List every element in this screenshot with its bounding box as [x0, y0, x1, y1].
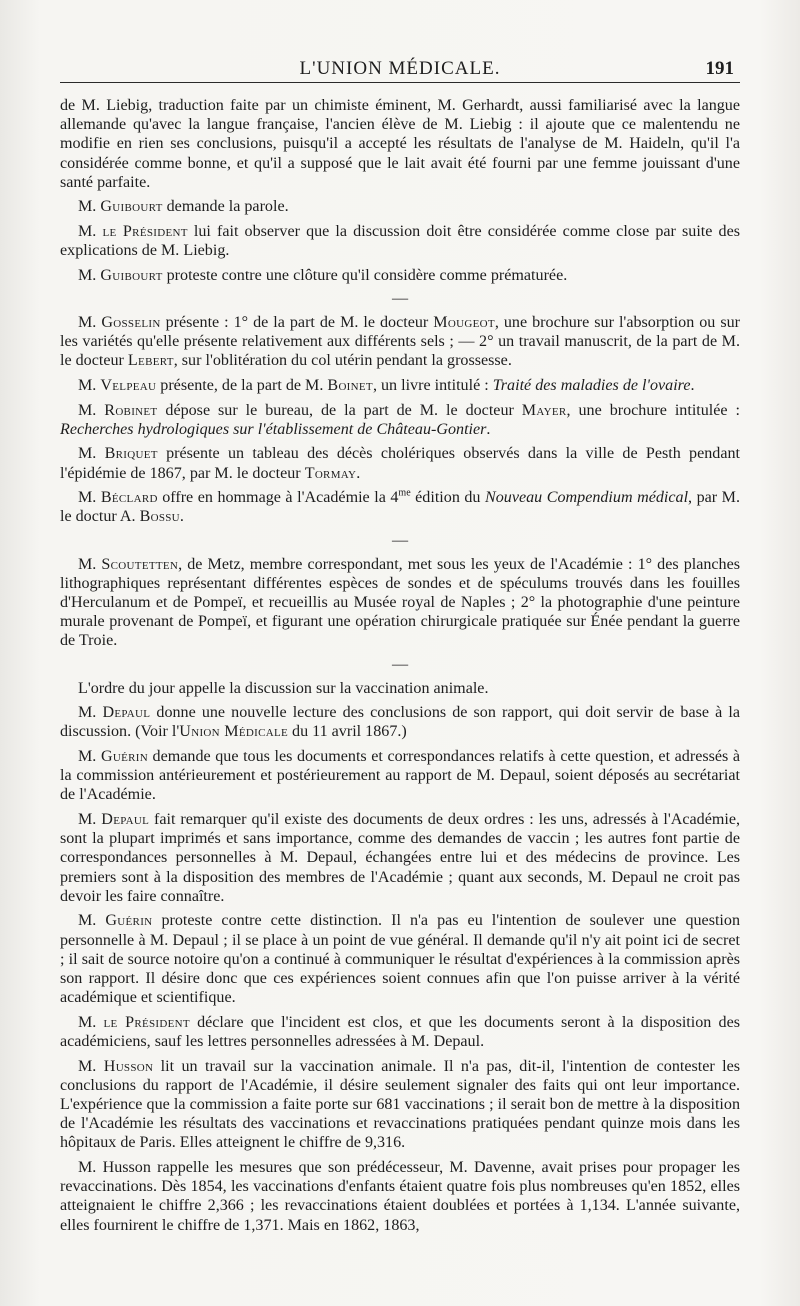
- paragraph: de M. Liebig, traduction faite par un chimiste éminent, M. Gerhardt, aussi familiarisé avec la langue allemande qu'avec la langue française, l'ancien élève de M. Liebig : il ajoute que ce malentendu ne modifie en rien ses conclusions, puisqu'il a accepté les résultats de l'analyse de M. Haideln, qu'il l'a considérée comme bonne, et qu'il a supposé que le lait avait été fourni par une femme jouissant d'une santé parfaite.: [60, 97, 740, 191]
- paragraph: M. Depaul donne une nouvelle lecture des conclusions de son rapport, qui doit servir de base à la discussion. (Voir l'Union Médicale du 11 avril 1867.): [60, 704, 740, 741]
- paragraph: M. le Président déclare que l'incident est clos, et que les documents seront à la disposition des académiciens, sauf les lettres personnelles adressées à M. Depaul.: [60, 1013, 740, 1050]
- paragraph: M. Guérin demande que tous les documents et correspondances relatifs à cette question, et adressés à la commission antérieurement et postérieurement au rapport de M. Depaul, soient déposés au secrétariat de l'Académie.: [60, 747, 740, 804]
- section-separator: —: [391, 655, 409, 673]
- paragraph: M. Husson rappelle les mesures que son prédécesseur, M. Davenne, avait prises pour propager les revaccinations. Dès 1854, les vaccinations d'enfants étaient quatre fois plus nombreuses qu'en 1852, elles atteignaient le chiffre 2,366 ; les revaccinations étaient doublées et portées à 1,134. L'année suivante, elles fournirent le chiffre de 1,371. Mais en 1862, 1863,: [60, 1158, 740, 1234]
- section-separator: —: [391, 531, 409, 549]
- article-body: [60, 96, 740, 1240]
- paragraph: L'ordre du jour appelle la discussion sur la vaccination animale.: [78, 679, 489, 697]
- paragraph: M. Scoutetten, de Metz, membre correspondant, met sous les yeux de l'Académie : 1° des planches lithographiques représentant différentes espèces de sondes et de spéculums trouvés dans les fouilles d'Herculanum et de Pompeï, et recueillis au Musée royal de Naples ; 2° la photographie d'une peinture murale provenant de Pompeï, et figurant une opération chirurgicale pratiquée sur Énée pendant la guerre de Troie.: [60, 555, 740, 650]
- paragraph: M. Gosselin présente : 1° de la part de M. le docteur Mougeot, une brochure sur l'absorption ou sur les variétés qu'elle présente relativement aux différents sels ; — 2° un travail manuscrit, de la part de M. le docteur Lebert, sur l'oblitération du col utérin pendant la grossesse.: [60, 313, 741, 370]
- page-number: 191: [705, 58, 734, 79]
- paragraph: M. Robinet dépose sur le bureau, de la part de M. le docteur Mayer, une brochure intitulée : Recherches hydrologiques sur l'établissement de Château-Gontier.: [60, 401, 740, 438]
- journal-title: L'UNION MÉDICALE.: [299, 58, 501, 79]
- paragraph: M. le Président lui fait observer que la discussion doit être considérée comme close par suite des explications de M. Liebig.: [60, 223, 740, 260]
- paragraph: M. Guérin proteste contre cette distinction. Il n'a pas eu l'intention de soulever une question personnelle à M. Depaul ; il se place à un point de vue général. Il demande qu'il n'y ait point ici de secret ; il sait de source notoire qu'on a continué à communiquer le résultat d'expériences à la commission après son rapport. Il désire donc que ces expériences soient connues afin que l'on puisse arriver à la vérité académique et scientifique.: [60, 912, 740, 1007]
- paragraph: M. Depaul fait remarquer qu'il existe des documents de deux ordres : les uns, adressés à l'Académie, sont la plupart imprimés et sans importance, comme des demandes de vaccin ; les autres font partie de correspondances personnelles à M. Depaul, échangées entre lui et des médecins de province. Les premiers sont à la disposition des membres de l'Académie ; quant aux seconds, M. Depaul ne croit pas devoir les faire connaître.: [60, 810, 741, 905]
- paragraph: M. Guibourt proteste contre une clôture qu'il considère comme prématurée.: [78, 266, 568, 284]
- paragraph: M. Briquet présente un tableau des décès cholériques observés dans la ville de Pesth pendant l'épidémie de 1867, par M. le docteur Tormay.: [60, 445, 741, 482]
- paragraph: M. Béclard offre en hommage à l'Académie la $4^{me}$ édition du Nouveau Compendium médical, par M. le doctur A. Bossu.: [60, 487, 741, 526]
- section-separator: —: [391, 290, 409, 308]
- paragraph: M. Husson lit un travail sur la vaccination animale. Il n'a pas, dit-il, l'intention de contester les conclusions du rapport de l'Académie, il désire seulement signaler des faits qui ont leur importance. L'expérience que la commission a faite porte sur 681 vaccinations ; il serait bon de mettre à la disposition de l'Académie les résultats des vaccinations et revaccinations pratiquées pendant quinze mois dans les hôpitaux de Paris. Elles atteignent le chiffre de 9,316.: [60, 1057, 741, 1152]
- running-header: [60, 52, 740, 83]
- paragraph: M. Guibourt demande la parole.: [78, 198, 289, 216]
- paragraph: M. Velpeau présente, de la part de M. Boinet, un livre intitulé : Traité des maladies de l'ovaire.: [78, 376, 695, 394]
